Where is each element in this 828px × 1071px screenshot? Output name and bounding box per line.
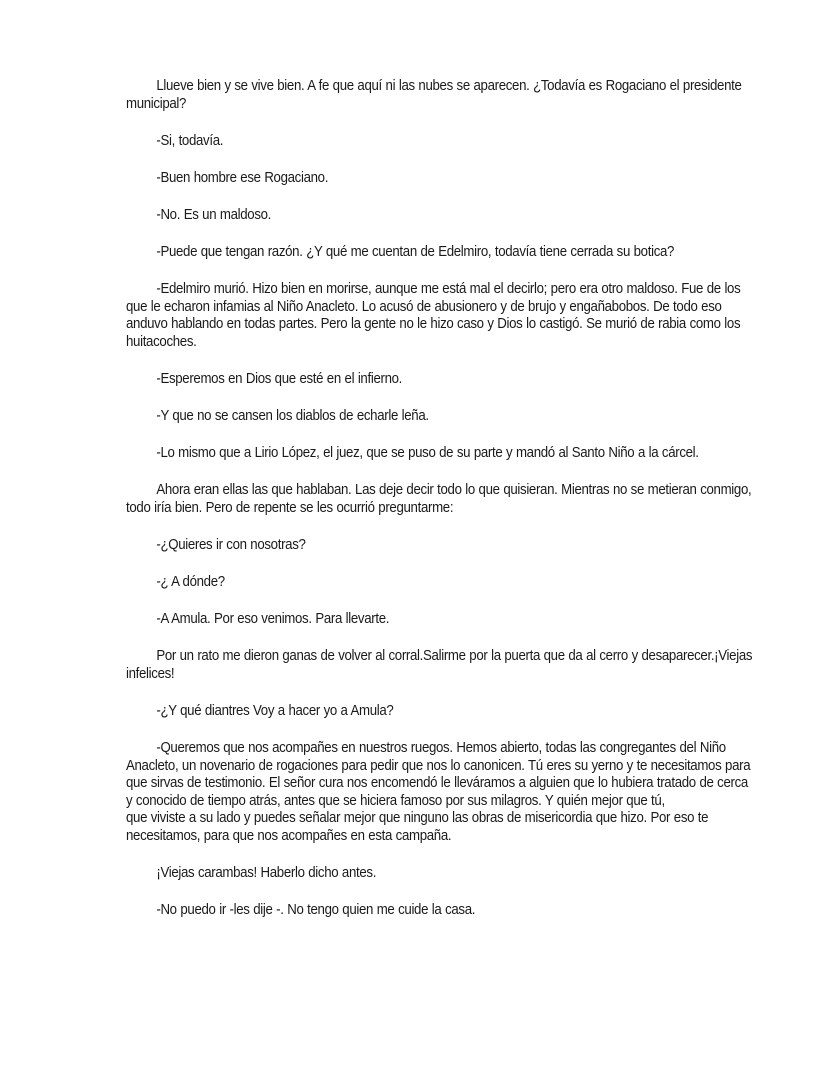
paragraph: Llueve bien y se vive bien. A fe que aquí ni las nubes se aparecen. ¿Todavía es Rogaciano el presidente municipal? [126, 78, 746, 112]
paragraph: -Esperemos en Dios que esté en el infierno. [156, 370, 403, 387]
paragraph: ¡Viejas carambas! Haberlo dicho antes. [156, 865, 377, 882]
paragraph: -Buen hombre ese Rogaciano. [156, 169, 329, 186]
paragraph: Ahora eran ellas las que hablaban. Las deje decir todo lo que quisieran. Mientras no se metieran conmigo, todo iría bien. Pero de repente se les ocurrió preguntarme: [126, 482, 755, 516]
paragraph: -A Amula. Por eso venimos. Para llevarte. [156, 611, 390, 628]
paragraph: -¿ A dónde? [156, 574, 225, 590]
paragraph: -No puedo ir -les dije -. No tengo quien me cuide la casa. [156, 902, 476, 919]
paragraph: -Puede que tengan razón. ¿Y qué me cuentan de Edelmiro, todavía tiene cerrada su botica? [156, 243, 675, 260]
text-body [126, 78, 756, 939]
paragraph: -Si, todavía. [156, 132, 224, 149]
paragraph: -Queremos que nos acompañes en nuestros ruegos. Hemos abierto, todas las congregantes del Niño Anacleto, un novenario de rogaciones para pedir que nos lo canonicen. Tú eres su yerno y te necesitamos para que sirvas de testimonio. El señor cura nos encomendó le lleváramos a alguien que lo hubiera tratado de cerca y conocido de tiempo atrás, antes que se hiciera famoso por sus milagros. Y quién mejor que tú, que viviste a su lado y puedes señalar mejor que ninguno las obras de misericordia que hizo. Por eso te necesitamos, para que nos acompañes en esta campaña. [126, 739, 751, 844]
paragraph: -No. Es un maldoso. [156, 206, 272, 223]
paragraph: -Lo mismo que a Lirio López, el juez, que se puso de su parte y mandó al Santo Niño a la cárcel. [156, 445, 699, 462]
paragraph: -Y que no se cansen los diablos de echarle leña. [156, 408, 429, 425]
paragraph: -¿Quieres ir con nosotras? [156, 536, 306, 553]
paragraph: -¿Y qué diantres Voy a hacer yo a Amula? [156, 702, 394, 719]
paragraph: -Edelmiro murió. Hizo bien en morirse, aunque me está mal el decirlo; pero era otro maldoso. Fue de los que le echaron infamias al Niño Anacleto. Lo acusó de abusionero y de brujo y engañabobos. De todo eso anduvo hablando en todas partes. Pero la gente no le hizo caso y Dios lo castigó. Se murió de rabia como los huitacoches. [126, 281, 745, 350]
paragraph: Por un rato me dieron ganas de volver al corral.Salirme por la puerta que da al cerro y desaparecer.¡Viejas infelices! [126, 648, 756, 682]
